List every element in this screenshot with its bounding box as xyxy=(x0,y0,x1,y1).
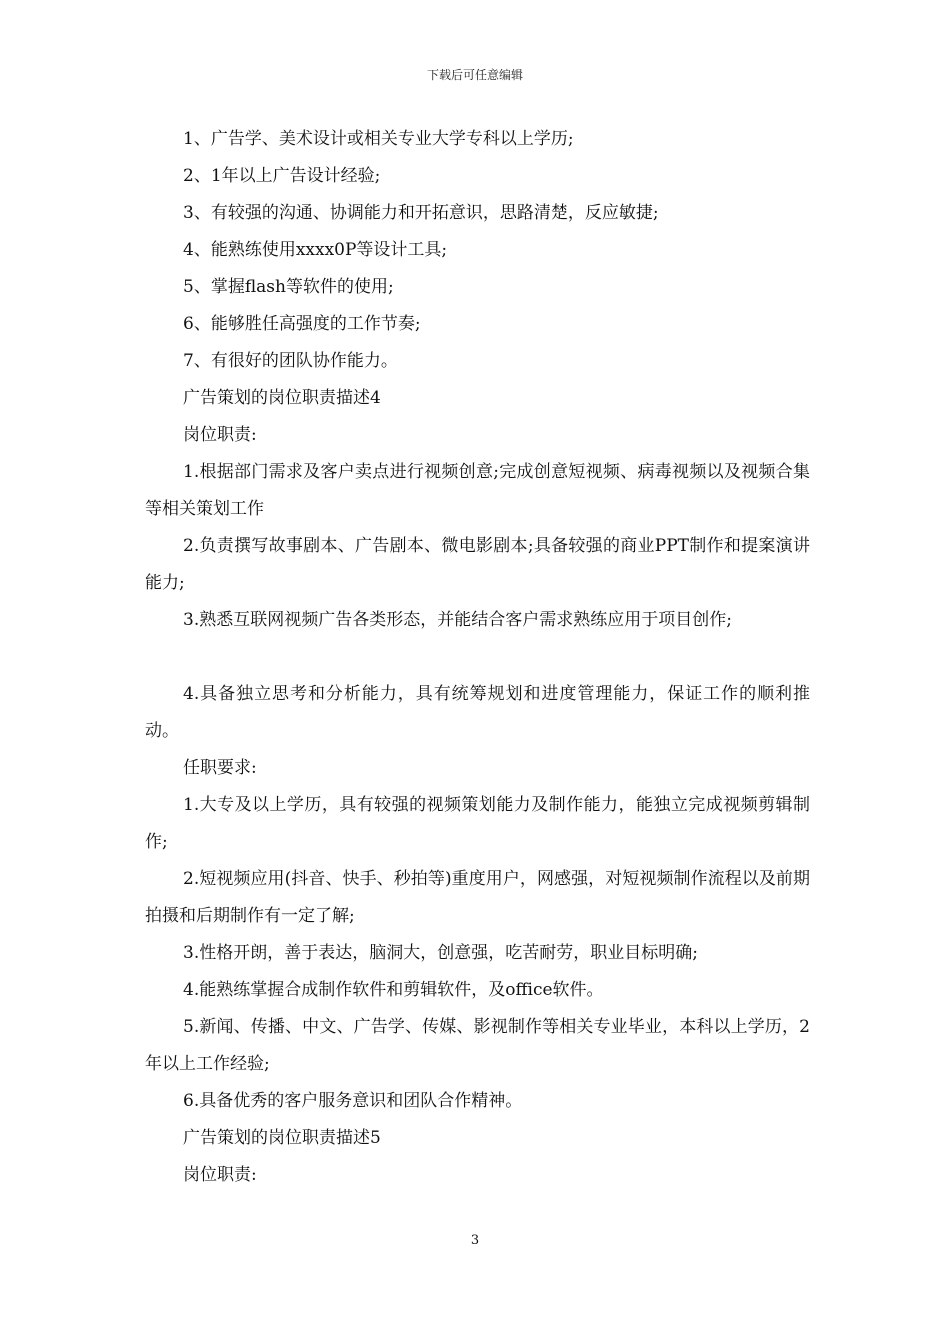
page-number: 3 xyxy=(470,1233,480,1248)
requirement-item-3: 3、有较强的沟通、协调能力和开拓意识，思路清楚，反应敏捷; xyxy=(183,203,659,223)
requirement-item-4: 4、能熟练使用xxxx0P等设计工具; xyxy=(183,240,448,260)
requirement-item-5: 5、掌握flash等软件的使用; xyxy=(183,277,394,297)
qualification-item-4: 4.能熟练掌握合成制作软件和剪辑软件，及office软件。 xyxy=(183,980,604,1000)
duties-heading-5: 岗位职责: xyxy=(183,1165,257,1185)
duty-item-3: 3.熟悉互联网视频广告各类形态，并能结合客户需求熟练应用于项目创作; xyxy=(183,610,732,630)
requirement-item-1: 1、广告学、美术设计或相关专业大学专科以上学历; xyxy=(183,129,574,149)
qualification-item-3: 3.性格开朗，善于表达，脑洞大，创意强，吃苦耐劳，职业目标明确; xyxy=(183,943,698,963)
qualifications-heading: 任职要求: xyxy=(183,758,257,778)
blank-line xyxy=(145,639,810,676)
duties-heading: 岗位职责: xyxy=(183,425,257,445)
requirement-item-2: 2、1年以上广告设计经验; xyxy=(183,166,381,186)
duty-item-4: 4.具备独立思考和分析能力，具有统筹规划和进度管理能力，保证工作的顺利推动。 xyxy=(145,684,810,741)
qualification-item-2: 2.短视频应用(抖音、快手、秒拍等)重度用户，网感强，对短视频制作流程以及前期拍摄和后期制作有一定了解; xyxy=(145,869,810,926)
section-heading-5: 广告策划的岗位职责描述5 xyxy=(183,1128,381,1148)
qualification-item-5: 5.新闻、传播、中文、广告学、传媒、影视制作等相关专业毕业，本科以上学历，2年以上工作经验; xyxy=(145,1017,810,1074)
qualification-item-6: 6.具备优秀的客户服务意识和团队合作精神。 xyxy=(183,1091,523,1111)
qualification-item-1: 1.大专及以上学历，具有较强的视频策划能力及制作能力，能独立完成视频剪辑制作; xyxy=(145,795,810,852)
requirement-item-7: 7、有很好的团队协作能力。 xyxy=(183,351,398,371)
requirement-item-6: 6、能够胜任高强度的工作节奏; xyxy=(183,314,421,334)
duty-item-1: 1.根据部门需求及客户卖点进行视频创意;完成创意短视频、病毒视频以及视频合集等相关策划工作 xyxy=(145,462,810,519)
page-header: 下载后可任意编辑 xyxy=(426,68,523,82)
duty-item-2: 2.负责撰写故事剧本、广告剧本、微电影剧本;具备较强的商业PPT制作和提案演讲能力; xyxy=(145,536,810,593)
document-body xyxy=(145,121,810,1194)
section-heading-4: 广告策划的岗位职责描述4 xyxy=(183,388,381,408)
